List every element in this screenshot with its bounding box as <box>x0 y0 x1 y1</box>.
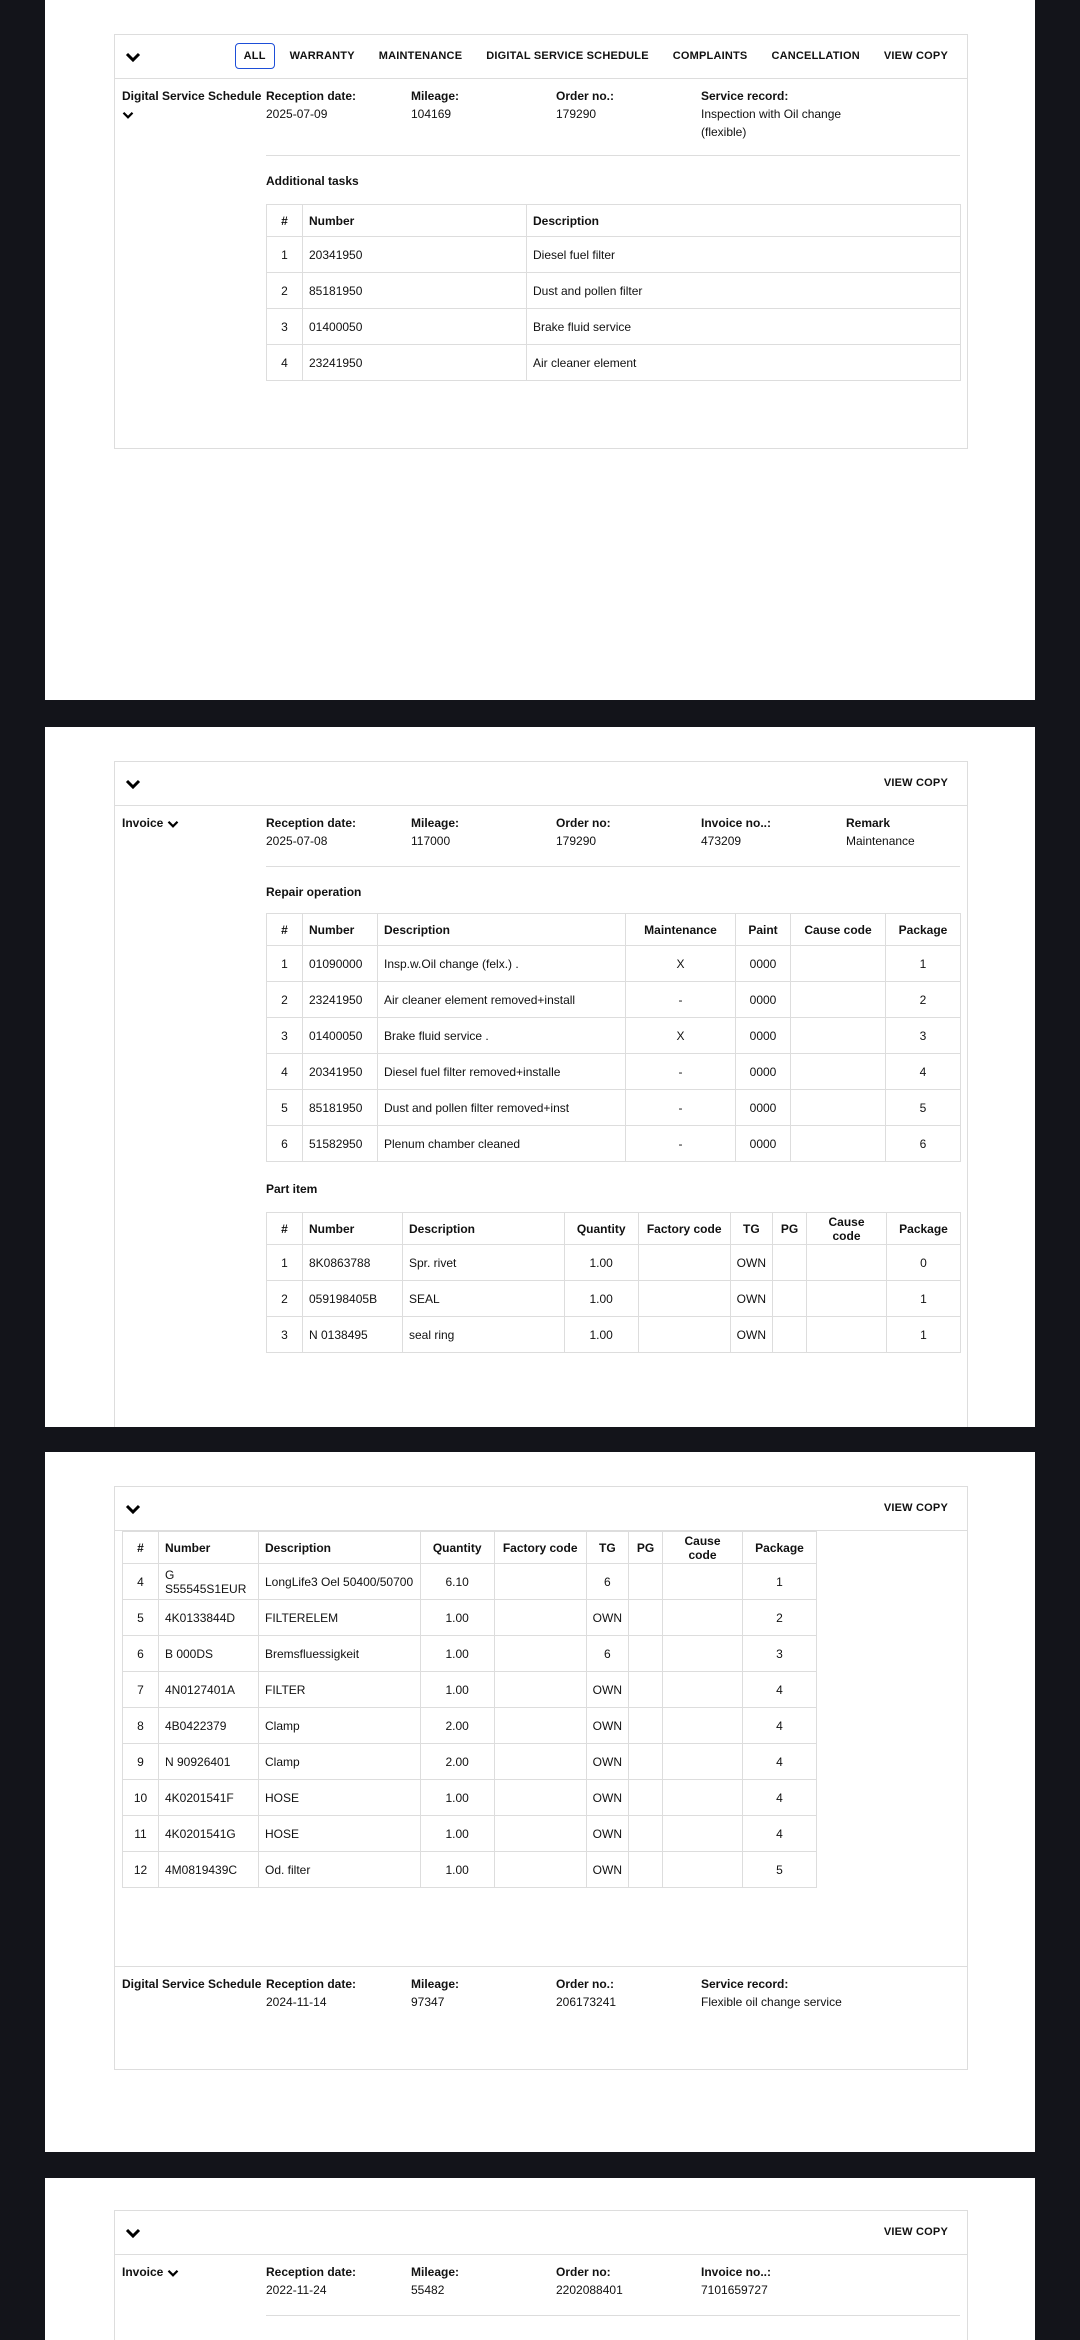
tab-warranty[interactable]: WARRANTY <box>289 50 355 62</box>
table-cell: 0000 <box>736 946 791 982</box>
table-cell: 2.00 <box>420 1708 494 1744</box>
table-cell <box>663 1600 743 1636</box>
table-cell: Air cleaner element <box>527 345 961 381</box>
repair-operation-title: Repair operation <box>266 885 362 899</box>
table-cell: 5 <box>123 1600 159 1636</box>
table-row <box>267 273 961 309</box>
col-package: Package <box>743 1532 817 1564</box>
table-cell: 0000 <box>736 982 791 1018</box>
table-cell: 4K0201541G <box>159 1816 259 1852</box>
table-cell <box>791 1018 886 1054</box>
table-cell: 8 <box>123 1708 159 1744</box>
tab-complaints[interactable]: COMPLAINTS <box>672 50 748 62</box>
chevron-down-icon[interactable] <box>125 2225 141 2241</box>
table-cell <box>629 1636 663 1672</box>
reception-date-label: Reception date: <box>266 816 357 830</box>
table-cell: Od. filter <box>259 1852 421 1888</box>
mileage-value: 117000 <box>411 834 451 848</box>
table-cell: SEAL <box>403 1281 565 1317</box>
chevron-down-icon[interactable] <box>167 2267 179 2279</box>
table-row <box>267 309 961 345</box>
mileage-label: Mileage: <box>411 816 460 830</box>
col-pg: PG <box>773 1213 807 1245</box>
record-header <box>115 806 967 866</box>
table-cell: - <box>626 1126 736 1162</box>
table-cell <box>494 1672 586 1708</box>
reception-date-label: Reception date: <box>266 2265 357 2279</box>
table-cell <box>638 1281 730 1317</box>
col-tg: TG <box>730 1213 772 1245</box>
table-cell: X <box>626 946 736 982</box>
reception-date-value: 2025-07-08 <box>266 834 328 848</box>
table-cell: Clamp <box>259 1744 421 1780</box>
col-cause-code: Cause code <box>807 1213 887 1245</box>
service-record-label: Service record: <box>701 89 789 103</box>
table-cell: 11 <box>123 1816 159 1852</box>
table-cell <box>663 1852 743 1888</box>
table-cell: 4 <box>123 1564 159 1600</box>
record-card-digital-service <box>114 34 968 449</box>
table-cell <box>629 1744 663 1780</box>
col-index: # <box>267 914 303 946</box>
table-row <box>267 1054 961 1090</box>
table-cell: 12 <box>123 1852 159 1888</box>
table-row <box>267 1126 961 1162</box>
table-row <box>267 1281 961 1317</box>
divider <box>266 2315 960 2316</box>
table-cell <box>629 1816 663 1852</box>
table-cell: Dust and pollen filter removed+inst <box>378 1090 626 1126</box>
mileage-value: 55482 <box>411 2283 445 2297</box>
table-cell: 2 <box>267 1281 303 1317</box>
table-cell: 1 <box>267 946 303 982</box>
table-row <box>123 1672 817 1708</box>
table-cell: Spr. rivet <box>403 1245 565 1281</box>
table-cell: 01400050 <box>303 1018 378 1054</box>
table-cell: 3 <box>267 1018 303 1054</box>
col-description: Description <box>259 1532 421 1564</box>
additional-tasks-table <box>266 204 961 381</box>
service-record-value: Inspection with Oil change (flexible) <box>701 107 842 139</box>
table-cell: G S55545S1EUR <box>159 1564 259 1600</box>
table-cell: 2 <box>886 982 961 1018</box>
table-cell: seal ring <box>403 1317 565 1353</box>
table-cell: 1.00 <box>420 1636 494 1672</box>
part-item-table-continued <box>122 1531 817 1888</box>
table-cell: Diesel fuel filter removed+installe <box>378 1054 626 1090</box>
col-quantity: Quantity <box>564 1213 638 1245</box>
table-cell: 6 <box>886 1126 961 1162</box>
col-number: Number <box>159 1532 259 1564</box>
table-cell <box>494 1744 586 1780</box>
chevron-down-icon[interactable] <box>125 776 141 792</box>
table-cell <box>663 1816 743 1852</box>
table-cell: OWN <box>586 1816 628 1852</box>
col-index: # <box>267 1213 303 1245</box>
table-cell: OWN <box>586 1708 628 1744</box>
invoice-no-label: Invoice no..: <box>701 816 772 830</box>
table-cell: 3 <box>886 1018 961 1054</box>
reception-date-label: Reception date: <box>266 1977 357 1991</box>
table-cell: 6 <box>586 1564 628 1600</box>
record-header <box>115 79 967 155</box>
part-item-title: Part item <box>266 1182 318 1196</box>
table-cell: 2 <box>743 1600 817 1636</box>
view-copy-button[interactable]: VIEW COPY <box>883 2226 948 2238</box>
table-cell <box>494 1708 586 1744</box>
table-cell: 2.00 <box>420 1744 494 1780</box>
table-cell: Bremsfluessigkeit <box>259 1636 421 1672</box>
table-cell: OWN <box>586 1672 628 1708</box>
parts-body <box>267 1245 961 1353</box>
table-cell <box>807 1281 887 1317</box>
table-cell: 85181950 <box>303 1090 378 1126</box>
table-row <box>123 1600 817 1636</box>
table-cell: 5 <box>886 1090 961 1126</box>
invoice-no-value: 473209 <box>701 834 742 848</box>
table-cell: OWN <box>586 1852 628 1888</box>
table-cell: 4N0127401A <box>159 1672 259 1708</box>
tasks-body <box>267 237 961 381</box>
table-cell <box>663 1672 743 1708</box>
chevron-down-icon[interactable] <box>125 49 141 65</box>
table-row <box>123 1780 817 1816</box>
table-cell: N 90926401 <box>159 1744 259 1780</box>
table-cell: 0000 <box>736 1126 791 1162</box>
table-cell: 23241950 <box>303 982 378 1018</box>
table-cell: 4 <box>743 1708 817 1744</box>
divider <box>266 866 960 867</box>
col-maintenance: Maintenance <box>626 914 736 946</box>
table-cell: Air cleaner element removed+install <box>378 982 626 1018</box>
table-cell: 3 <box>267 1317 303 1353</box>
table-row <box>123 1636 817 1672</box>
remark-label: Remark <box>846 816 891 830</box>
table-cell: OWN <box>586 1744 628 1780</box>
record-card-continued <box>114 1486 968 2070</box>
page-4 <box>45 2178 1035 2340</box>
chevron-down-icon[interactable] <box>125 1501 141 1517</box>
table-cell: 1 <box>267 1245 303 1281</box>
table-cell: OWN <box>586 1600 628 1636</box>
table-cell: OWN <box>730 1245 772 1281</box>
table-cell <box>791 982 886 1018</box>
table-row <box>267 1090 961 1126</box>
table-cell: 01400050 <box>303 309 527 345</box>
order-no-value: 206173241 <box>556 1995 617 2009</box>
table-row <box>267 982 961 1018</box>
table-cell: 5 <box>743 1852 817 1888</box>
table-cell: 1.00 <box>420 1816 494 1852</box>
col-cause-code: Cause code <box>663 1532 743 1564</box>
table-cell <box>629 1672 663 1708</box>
mileage-label: Mileage: <box>411 1977 460 1991</box>
view-copy-button[interactable]: VIEW COPY <box>883 777 948 789</box>
order-no-value: 2202088401 <box>556 2283 623 2297</box>
table-cell <box>494 1600 586 1636</box>
table-cell: 20341950 <box>303 237 527 273</box>
table-row <box>267 1018 961 1054</box>
view-copy-button[interactable]: VIEW COPY <box>883 1502 948 1514</box>
table-cell <box>807 1245 887 1281</box>
table-cell: HOSE <box>259 1780 421 1816</box>
table-cell: 20341950 <box>303 1054 378 1090</box>
invoice-no-value: 7101659727 <box>701 2283 768 2297</box>
record-card-invoice <box>114 761 968 1427</box>
table-cell: 6 <box>267 1126 303 1162</box>
table-row <box>267 1317 961 1353</box>
filter-bar <box>115 35 967 79</box>
tab-maintenance[interactable]: MAINTENANCE <box>378 50 463 62</box>
table-cell: HOSE <box>259 1816 421 1852</box>
col-cause-code: Cause code <box>791 914 886 946</box>
table-cell <box>807 1317 887 1353</box>
col-description: Description <box>403 1213 565 1245</box>
table-cell: 5 <box>267 1090 303 1126</box>
table-cell <box>663 1708 743 1744</box>
table-cell: 0000 <box>736 1090 791 1126</box>
col-number: Number <box>303 1213 403 1245</box>
table-cell <box>629 1852 663 1888</box>
table-cell <box>663 1636 743 1672</box>
table-cell: 1 <box>887 1317 961 1353</box>
table-cell: 4B0422379 <box>159 1708 259 1744</box>
table-row <box>267 946 961 982</box>
table-cell: 1.00 <box>420 1600 494 1636</box>
record-header <box>115 2255 967 2315</box>
table-row <box>123 1744 817 1780</box>
table-cell <box>629 1564 663 1600</box>
table-cell: 1.00 <box>564 1317 638 1353</box>
table-cell <box>629 1708 663 1744</box>
table-cell: 1.00 <box>420 1852 494 1888</box>
table-cell: X <box>626 1018 736 1054</box>
table-cell <box>638 1245 730 1281</box>
col-number: Number <box>303 205 527 237</box>
parts-cont-body <box>123 1564 817 1888</box>
table-cell: OWN <box>586 1780 628 1816</box>
order-no-value: 179290 <box>556 107 597 121</box>
table-cell: Brake fluid service <box>527 309 961 345</box>
record-toolbar <box>115 762 967 806</box>
record-header <box>115 1967 967 2047</box>
table-cell <box>494 1816 586 1852</box>
table-cell: 4 <box>743 1744 817 1780</box>
record-card-invoice-2 <box>114 2210 968 2340</box>
order-no-label: Order no.: <box>556 1977 615 1991</box>
record-type[interactable]: Digital Service Schedule <box>122 87 266 155</box>
reception-date-value: 2022-11-24 <box>266 2283 327 2297</box>
record-toolbar <box>115 1487 967 1531</box>
table-cell <box>663 1780 743 1816</box>
table-cell: 1.00 <box>564 1245 638 1281</box>
table-cell: 0000 <box>736 1018 791 1054</box>
table-cell: Brake fluid service . <box>378 1018 626 1054</box>
table-cell: 4 <box>743 1780 817 1816</box>
table-cell: 4 <box>267 1054 303 1090</box>
table-row <box>267 1245 961 1281</box>
service-record-value: Flexible oil change service <box>701 1995 842 2009</box>
table-cell: 6 <box>123 1636 159 1672</box>
divider <box>266 155 960 156</box>
table-cell: Plenum chamber cleaned <box>378 1126 626 1162</box>
table-cell: 10 <box>123 1780 159 1816</box>
col-package: Package <box>887 1213 961 1245</box>
table-cell: 1 <box>887 1281 961 1317</box>
table-cell: 1.00 <box>564 1281 638 1317</box>
repair-operation-table <box>266 913 961 1162</box>
table-cell: 4 <box>267 345 303 381</box>
table-cell: 51582950 <box>303 1126 378 1162</box>
table-cell <box>773 1317 807 1353</box>
reception-date-value: 2024-11-14 <box>266 1995 327 2009</box>
table-cell: 7 <box>123 1672 159 1708</box>
table-cell: B 000DS <box>159 1636 259 1672</box>
col-factory-code: Factory code <box>494 1532 586 1564</box>
col-quantity: Quantity <box>420 1532 494 1564</box>
table-cell <box>494 1852 586 1888</box>
page-2 <box>45 727 1035 1427</box>
table-cell <box>791 1054 886 1090</box>
table-cell: OWN <box>730 1317 772 1353</box>
table-cell <box>638 1317 730 1353</box>
table-cell: 01090000 <box>303 946 378 982</box>
table-cell: 9 <box>123 1744 159 1780</box>
table-row <box>123 1564 817 1600</box>
reception-date-label: Reception date: <box>266 89 357 103</box>
table-cell: 3 <box>267 309 303 345</box>
col-index: # <box>267 205 303 237</box>
chevron-down-icon[interactable] <box>122 109 134 121</box>
table-row <box>123 1852 817 1888</box>
col-paint: Paint <box>736 914 791 946</box>
table-cell: 2 <box>267 273 303 309</box>
col-factory-code: Factory code <box>638 1213 730 1245</box>
table-cell: 1.00 <box>420 1672 494 1708</box>
table-cell <box>773 1281 807 1317</box>
table-row <box>123 1816 817 1852</box>
table-cell: 0000 <box>736 1054 791 1090</box>
table-cell <box>629 1780 663 1816</box>
table-cell: 23241950 <box>303 345 527 381</box>
reception-date-value: 2025-07-09 <box>266 107 328 121</box>
remark-value: Maintenance <box>846 834 915 848</box>
table-cell: 1 <box>743 1564 817 1600</box>
col-index: # <box>123 1532 159 1564</box>
table-cell: 2 <box>267 982 303 1018</box>
table-row <box>267 345 961 381</box>
table-cell <box>791 1090 886 1126</box>
page-1 <box>45 0 1035 700</box>
order-no-label: Order no: <box>556 816 611 830</box>
table-cell: Clamp <box>259 1708 421 1744</box>
col-pg: PG <box>629 1532 663 1564</box>
table-cell: Dust and pollen filter <box>527 273 961 309</box>
page-3 <box>45 1452 1035 2152</box>
table-cell: FILTERELEM <box>259 1600 421 1636</box>
view-copy-button[interactable]: VIEW COPY <box>883 50 948 62</box>
col-description: Description <box>527 205 961 237</box>
table-cell <box>663 1744 743 1780</box>
table-cell: 059198405B <box>303 1281 403 1317</box>
table-cell <box>791 946 886 982</box>
table-cell: 4M0819439C <box>159 1852 259 1888</box>
table-cell: OWN <box>730 1281 772 1317</box>
table-cell: FILTER <box>259 1672 421 1708</box>
table-cell: 1.00 <box>420 1780 494 1816</box>
chevron-down-icon[interactable] <box>167 818 179 830</box>
table-cell: 6.10 <box>420 1564 494 1600</box>
table-cell: N 0138495 <box>303 1317 403 1353</box>
additional-tasks-title: Additional tasks <box>266 174 359 188</box>
table-cell <box>791 1126 886 1162</box>
record-toolbar <box>115 2211 967 2255</box>
col-package: Package <box>886 914 961 946</box>
col-description: Description <box>378 914 626 946</box>
table-cell: 3 <box>743 1636 817 1672</box>
repair-body <box>267 946 961 1162</box>
table-cell: 4 <box>743 1672 817 1708</box>
table-cell: 1 <box>267 237 303 273</box>
filter-tabs <box>235 43 957 69</box>
table-cell: 6 <box>586 1636 628 1672</box>
table-cell: 4K0201541F <box>159 1780 259 1816</box>
tab-digital-service-schedule[interactable]: DIGITAL SERVICE SCHEDULE <box>486 50 649 62</box>
invoice-no-label: Invoice no..: <box>701 2265 772 2279</box>
table-cell: 4 <box>886 1054 961 1090</box>
mileage-value: 104169 <box>411 107 452 121</box>
table-row <box>123 1708 817 1744</box>
table-cell <box>629 1600 663 1636</box>
table-cell: 4 <box>743 1816 817 1852</box>
service-record-label: Service record: <box>701 1977 789 1991</box>
table-cell: 8K0863788 <box>303 1245 403 1281</box>
order-no-label: Order no: <box>556 2265 611 2279</box>
col-number: Number <box>303 914 378 946</box>
record-type[interactable]: Digital Service Schedule <box>122 1977 262 1991</box>
table-cell: 0 <box>887 1245 961 1281</box>
table-cell: - <box>626 1090 736 1126</box>
mileage-value: 97347 <box>411 1995 445 2009</box>
tab-all[interactable]: ALL <box>235 43 275 69</box>
table-cell <box>494 1636 586 1672</box>
tab-cancellation[interactable]: CANCELLATION <box>771 50 860 62</box>
mileage-label: Mileage: <box>411 2265 460 2279</box>
table-cell <box>494 1780 586 1816</box>
table-cell: Insp.w.Oil change (felx.) . <box>378 946 626 982</box>
table-cell: LongLife3 Oel 50400/50700 <box>259 1564 421 1600</box>
record-type[interactable]: Invoice <box>122 814 266 866</box>
table-cell: 85181950 <box>303 273 527 309</box>
table-cell: 1 <box>886 946 961 982</box>
col-tg: TG <box>586 1532 628 1564</box>
table-cell <box>663 1564 743 1600</box>
table-cell <box>773 1245 807 1281</box>
part-item-table <box>266 1212 961 1353</box>
order-no-value: 179290 <box>556 834 597 848</box>
order-no-label: Order no.: <box>556 89 615 103</box>
record-type[interactable]: Invoice <box>122 2263 266 2315</box>
table-cell: - <box>626 1054 736 1090</box>
table-cell: - <box>626 982 736 1018</box>
table-cell: 4K0133844D <box>159 1600 259 1636</box>
table-cell <box>494 1564 586 1600</box>
mileage-label: Mileage: <box>411 89 460 103</box>
table-row <box>267 237 961 273</box>
table-cell: Diesel fuel filter <box>527 237 961 273</box>
